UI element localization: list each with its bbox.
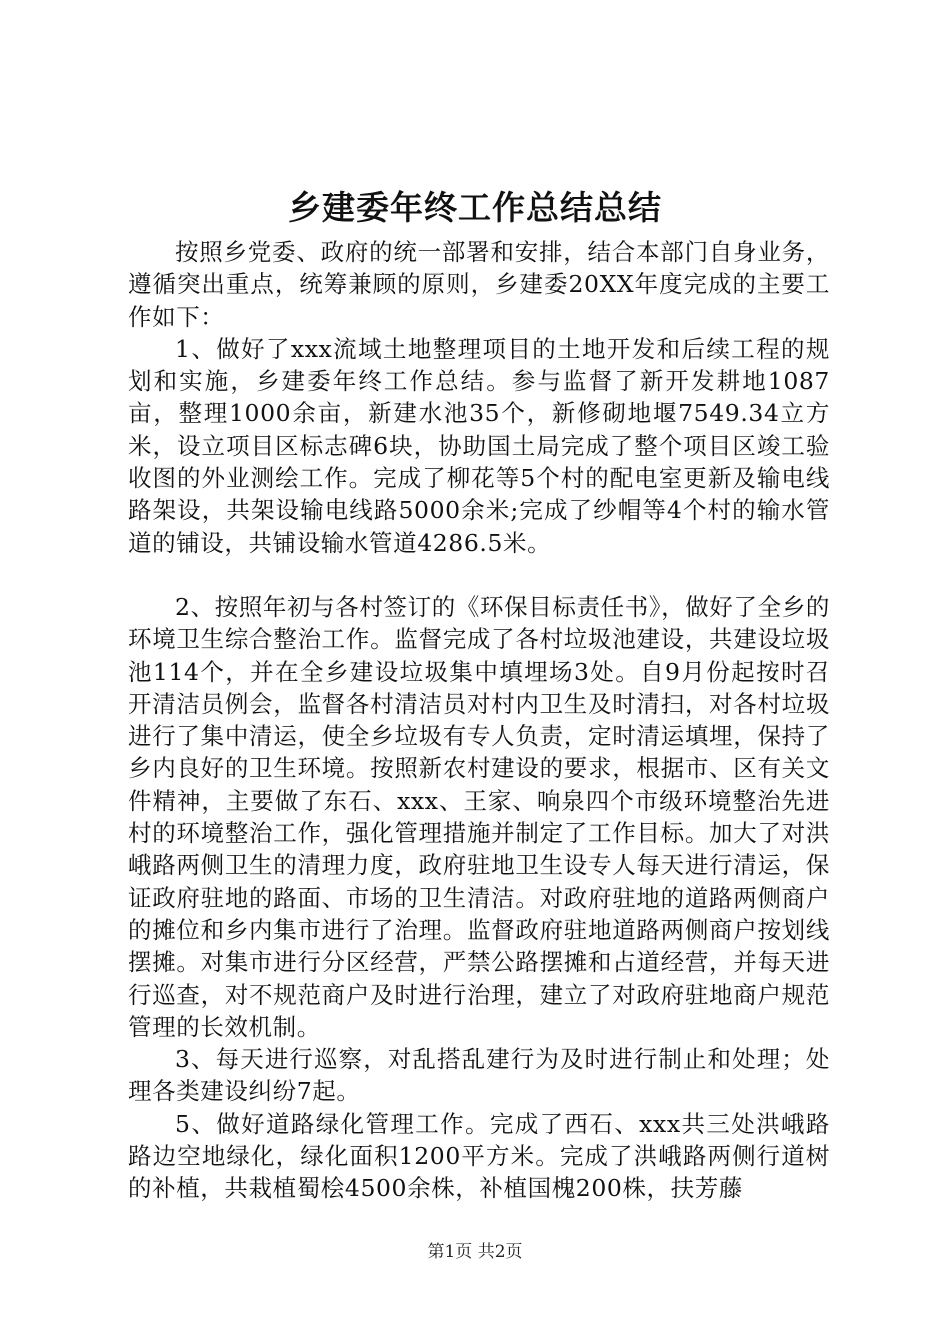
paragraph-item-5: 5、做好道路绿化管理工作。完成了西石、xxx共三处洪峨路路边空地绿化，绿化面积1200平方米。完成了洪峨路两侧行道树的补植，共栽植蜀桧4500余株，补植国槐200株，扶芳藤	[128, 1109, 830, 1203]
paragraph-item-2: 2、按照年初与各村签订的《环保目标责任书》，做好了全乡的环境卫生综合整治工作。监督完成了各村垃圾池建设，共建设垃圾池114个，并在全乡建设垃圾集中填埋场3处。自9月份起按时召开清洁员例会，监督各村清洁员对村内卫生及时清扫，对各村垃圾进行了集中清运，使全乡垃圾有专人负责，定时清运填埋，保持了乡内良好的卫生环境。按照新农村建设的要求，根据市、区有关文件精神，主要做了东石、xxx、王家、响泉四个市级环境整治先进村的环境整治工作，强化管理措施并制定了工作目标。加大了对洪峨路两侧卫生的清理力度，政府驻地卫生设专人每天进行清运，保证政府驻地的路面、市场的卫生清洁。对政府驻地的道路两侧商户的摊位和乡内集市进行了治理。监督政府驻地道路两侧商户按划线摆摊。对集市进行分区经营，严禁公路摆摊和占道经营，并每天进行巡查，对不规范商户及时进行治理，建立了对政府驻地商户规范管理的长效机制。	[128, 592, 830, 1041]
paragraph-item-3: 3、每天进行巡察，对乱搭乱建行为及时进行制止和处理；处理各类建设纠纷7起。	[128, 1045, 830, 1106]
page-footer: 第1页 共2页	[427, 1242, 523, 1262]
paragraph-item-1: 1、做好了xxx流域土地整理项目的土地开发和后续工程的规划和实施，乡建委年终工作总结。参与监督了新开发耕地1087亩，整理1000余亩，新建水池35个，新修砌地堰7549.34立方米，设立项目区标志碑6块，协助国土局完成了整个项目区竣工验收图的外业测绘工作。完成了柳花等5个村的配电室更新及输电线路架设，共架设输电线路5000余米;完成了纱帽等4个村的输水管道的铺设，共铺设输水管道4286.5米。	[128, 334, 830, 557]
paragraph-intro: 按照乡党委、政府的统一部署和安排，结合本部门自身业务，遵循突出重点，统筹兼顾的原则，乡建委20XX年度完成的主要工作如下：	[128, 238, 830, 331]
document-body	[128, 236, 830, 1205]
document-title: 乡建委年终工作总结总结	[288, 188, 662, 227]
